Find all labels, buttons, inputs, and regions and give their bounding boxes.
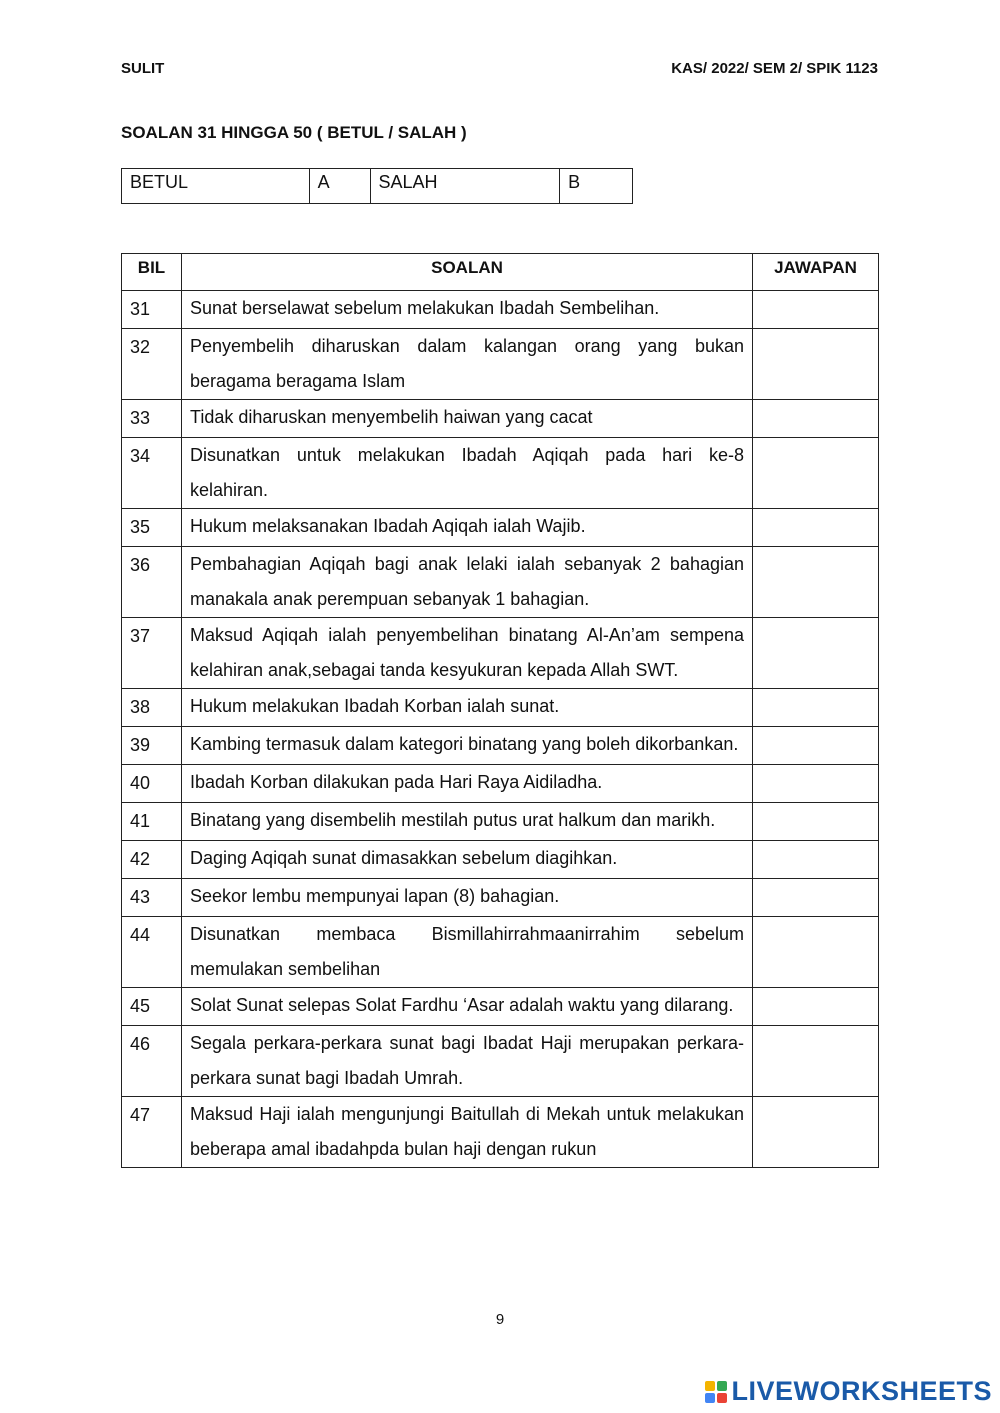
answer-cell[interactable] bbox=[753, 329, 879, 400]
table-row bbox=[122, 438, 879, 509]
question-number: 40 bbox=[122, 765, 182, 803]
table-row bbox=[122, 879, 879, 917]
question-number: 44 bbox=[122, 917, 182, 988]
question-text: Hukum melaksanakan Ibadah Aqiqah ialah Wajib. bbox=[182, 509, 753, 547]
table-row bbox=[122, 765, 879, 803]
answer-key-row bbox=[122, 169, 633, 204]
question-number: 46 bbox=[122, 1026, 182, 1097]
question-number: 31 bbox=[122, 291, 182, 329]
section-title: SOALAN 31 HINGGA 50 ( BETUL / SALAH ) bbox=[121, 123, 467, 142]
answer-cell[interactable] bbox=[753, 618, 879, 689]
page-number: 9 bbox=[495, 1311, 505, 1328]
question-text: Disunatkan untuk melakukan Ibadah Aqiqah pada hari ke-8 kelahiran. bbox=[182, 438, 753, 509]
question-number: 39 bbox=[122, 727, 182, 765]
answer-cell[interactable] bbox=[753, 765, 879, 803]
answer-cell[interactable] bbox=[753, 1026, 879, 1097]
answer-cell[interactable] bbox=[753, 803, 879, 841]
table-row bbox=[122, 689, 879, 727]
header-bil: BIL bbox=[122, 254, 182, 291]
question-text: Maksud Aqiqah ialah penyembelihan binatang Al-An’am sempena kelahiran anak,sebagai tanda kesyukuran kepada Allah SWT. bbox=[182, 618, 753, 689]
table-row bbox=[122, 917, 879, 988]
answer-cell[interactable] bbox=[753, 400, 879, 438]
answer-cell[interactable] bbox=[753, 438, 879, 509]
question-text: Sunat berselawat sebelum melakukan Ibadah Sembelihan. bbox=[182, 291, 753, 329]
header-jawapan: JAWAPAN bbox=[753, 254, 879, 291]
question-text: Disunatkan membaca Bismillahirrahmaanirrahim sebelum memulakan sembelihan bbox=[182, 917, 753, 988]
answer-cell[interactable] bbox=[753, 1097, 879, 1168]
answer-cell[interactable] bbox=[753, 841, 879, 879]
key-code-a: A bbox=[309, 169, 370, 204]
table-row bbox=[122, 400, 879, 438]
brand-name: LIVEWORKSHEETS bbox=[731, 1376, 992, 1406]
question-number: 34 bbox=[122, 438, 182, 509]
question-text: Binatang yang disembelih mestilah putus urat halkum dan marikh. bbox=[182, 803, 753, 841]
table-row bbox=[122, 988, 879, 1026]
questions-table bbox=[121, 253, 879, 1168]
key-code-b: B bbox=[560, 169, 633, 204]
table-row bbox=[122, 803, 879, 841]
question-text: Ibadah Korban dilakukan pada Hari Raya Aidiladha. bbox=[182, 765, 753, 803]
question-text: Solat Sunat selepas Solat Fardhu ‘Asar adalah waktu yang dilarang. bbox=[182, 988, 753, 1026]
answer-cell[interactable] bbox=[753, 547, 879, 618]
question-text: Hukum melakukan Ibadah Korban ialah sunat. bbox=[182, 689, 753, 727]
answer-cell[interactable] bbox=[753, 291, 879, 329]
question-text: Kambing termasuk dalam kategori binatang yang boleh dikorbankan. bbox=[182, 727, 753, 765]
question-number: 45 bbox=[122, 988, 182, 1026]
question-text: Segala perkara-perkara sunat bagi Ibadat Haji merupakan perkara-perkara sunat bagi Ibadah Umrah. bbox=[182, 1026, 753, 1097]
question-number: 37 bbox=[122, 618, 182, 689]
question-text: Maksud Haji ialah mengunjungi Baitullah di Mekah untuk melakukan beberapa amal ibadahpda bulan haji dengan rukun bbox=[182, 1097, 753, 1168]
question-number: 35 bbox=[122, 509, 182, 547]
answer-cell[interactable] bbox=[753, 689, 879, 727]
table-row bbox=[122, 1097, 879, 1168]
table-header-row bbox=[122, 254, 879, 291]
table-row bbox=[122, 841, 879, 879]
answer-cell[interactable] bbox=[753, 727, 879, 765]
table-row bbox=[122, 618, 879, 689]
answer-cell[interactable] bbox=[753, 988, 879, 1026]
question-number: 43 bbox=[122, 879, 182, 917]
table-row bbox=[122, 509, 879, 547]
question-number: 33 bbox=[122, 400, 182, 438]
answer-cell[interactable] bbox=[753, 917, 879, 988]
header-right: KAS/ 2022/ SEM 2/ SPIK 1123 bbox=[671, 60, 878, 77]
header-soalan: SOALAN bbox=[182, 254, 753, 291]
questions-body bbox=[122, 291, 879, 1168]
question-text: Daging Aqiqah sunat dimasakkan sebelum diagihkan. bbox=[182, 841, 753, 879]
question-number: 32 bbox=[122, 329, 182, 400]
question-text: Penyembelih diharuskan dalam kalangan orang yang bukan beragama beragama Islam bbox=[182, 329, 753, 400]
header-left: SULIT bbox=[121, 60, 165, 77]
table-row bbox=[122, 727, 879, 765]
question-number: 42 bbox=[122, 841, 182, 879]
key-label-betul: BETUL bbox=[122, 169, 310, 204]
key-label-salah: SALAH bbox=[370, 169, 560, 204]
question-number: 41 bbox=[122, 803, 182, 841]
answer-cell[interactable] bbox=[753, 509, 879, 547]
liveworksheets-logo-icon bbox=[705, 1381, 727, 1403]
table-row bbox=[122, 547, 879, 618]
table-row bbox=[122, 291, 879, 329]
liveworksheets-brand[interactable] bbox=[705, 1376, 992, 1407]
table-row bbox=[122, 329, 879, 400]
question-number: 36 bbox=[122, 547, 182, 618]
question-number: 38 bbox=[122, 689, 182, 727]
question-text: Seekor lembu mempunyai lapan (8) bahagian. bbox=[182, 879, 753, 917]
answer-cell[interactable] bbox=[753, 879, 879, 917]
question-text: Tidak diharuskan menyembelih haiwan yang cacat bbox=[182, 400, 753, 438]
answer-key-table bbox=[121, 168, 633, 204]
table-row bbox=[122, 1026, 879, 1097]
question-text: Pembahagian Aqiqah bagi anak lelaki ialah sebanyak 2 bahagian manakala anak perempuan sebanyak 1 bahagian. bbox=[182, 547, 753, 618]
question-number: 47 bbox=[122, 1097, 182, 1168]
